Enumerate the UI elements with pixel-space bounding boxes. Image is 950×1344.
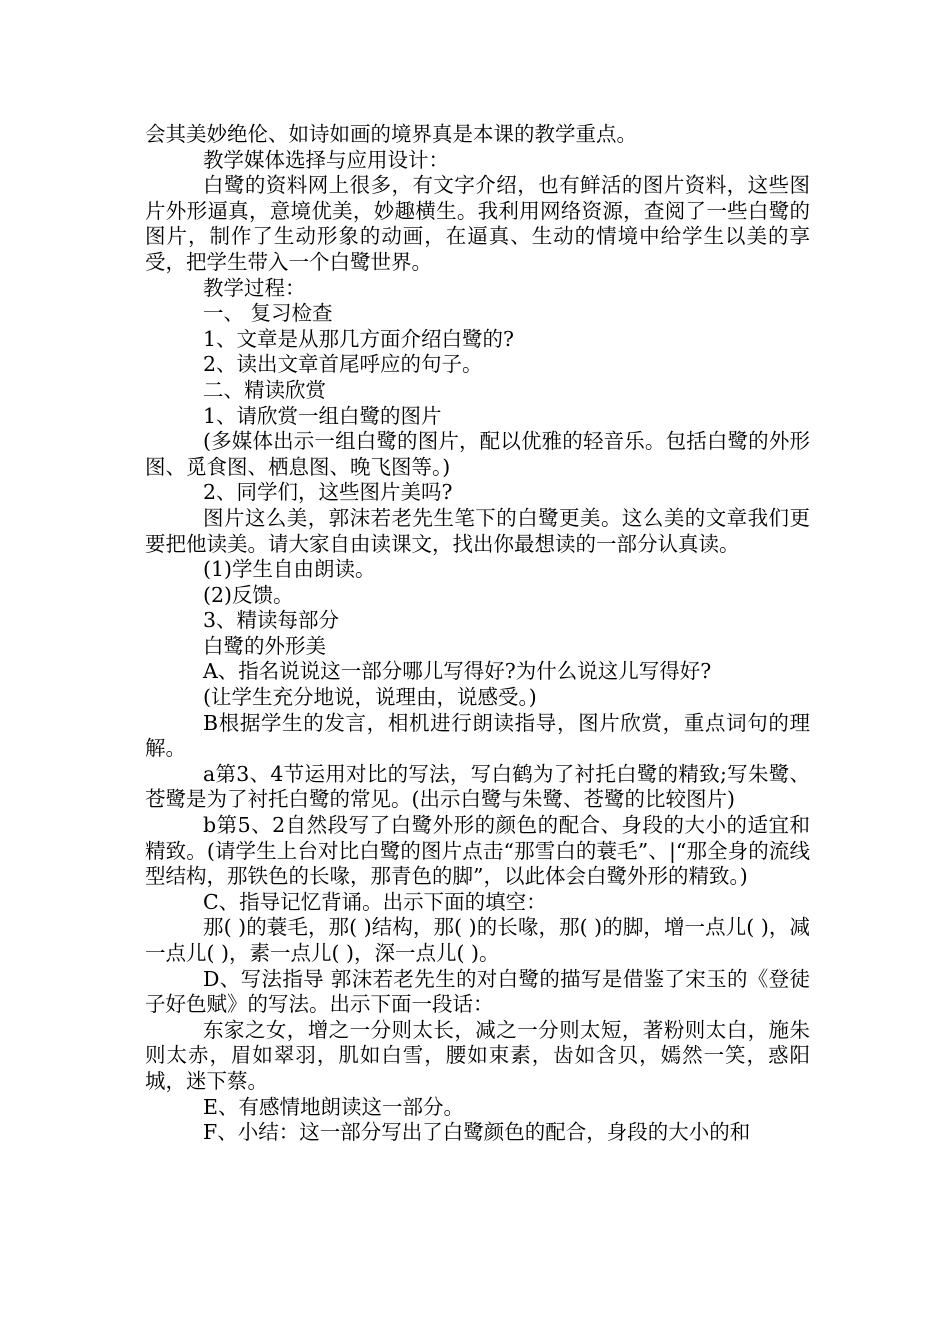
paragraph: 教学过程： [203, 275, 306, 300]
paragraph: 二、精读欣赏 [203, 377, 326, 402]
paragraph: 3、精读每部分 [203, 608, 340, 633]
paragraph: 2、读出文章首尾呼应的句子。 [203, 352, 483, 377]
paragraph: B根据学生的发言，相机进行朗读指导，图片欣赏，重点词句的理解。 [145, 710, 810, 761]
paragraph: 2、同学们，这些图片美吗? [203, 480, 453, 505]
paragraph: 白鹭的外形美 [203, 633, 326, 658]
paragraph: (2)反馈。 [203, 582, 294, 607]
paragraph: 教学媒体选择与应用设计： [203, 147, 449, 172]
paragraph: E、有感情地朗读这一部分。 [203, 1094, 464, 1119]
paragraph: C、指导记忆背诵。出示下面的填空： [203, 889, 547, 914]
paragraph: 会其美妙绝伦、如诗如画的境界真是本课的教学重点。 [145, 122, 637, 146]
paragraph: 1、文章是从那几方面介绍白鹭的? [203, 326, 515, 351]
paragraph: F、小结：这一部分写出了白鹭颜色的配合，身段的大小的和 [203, 1120, 751, 1145]
paragraph: 1、请欣赏一组白鹭的图片 [203, 403, 442, 428]
paragraph: A、指名说说这一部分哪儿写得好?为什么说这儿写得好? [203, 659, 712, 684]
paragraph: b第5、2自然段写了白鹭外形的颜色的配合、身段的大小的适宜和精致。(请学生上台对比白鹭的图片点击“那雪白的蓑毛”、|“那全身的流线型结构，那铁色的长喙，那青色的脚”，以此体会白鹭外形的精致。) [145, 813, 810, 889]
paragraph: 一、 复习检查 [203, 301, 333, 326]
paragraph: (多媒体出示一组白鹭的图片，配以优雅的轻音乐。包括白鹭的外形图、觅食图、栖息图、晚飞图等。) [145, 429, 810, 479]
paragraph: (让学生充分地说，说理由，说感受。) [203, 685, 537, 710]
paragraph: a第3、4节运用对比的写法，写白鹤为了衬托白鹭的精致;写朱鹭、苍鹭是为了衬托白鹭的常见。(出示白鹭与朱鹭、苍鹭的比较图片) [145, 761, 810, 812]
document-page [145, 122, 810, 1146]
paragraph: 白鹭的资料网上很多，有文字介绍，也有鲜活的图片资料，这些图片外形逼真，意境优美，妙趣横生。我利用网络资源，查阅了一些白鹭的图片，制作了生动形象的动画，在逼真、生动的情境中给学生以美的享受，把学生带入一个白鹭世界。 [145, 173, 810, 274]
paragraph: D、写法指导 郭沫若老先生的对白鹭的描写是借鉴了宋玉的《登徒子好色赋》的写法。出示下面一段话： [145, 966, 810, 1017]
fill-in-blank-paragraph: 那( )的蓑毛，那( )结构，那( )的长喙，那( )的脚，增一点儿( )，减一点儿( )，素一点儿( )，深一点儿( )。 [145, 915, 810, 965]
paragraph: 图片这么美，郭沫若老先生笔下的白鹭更美。这么美的文章我们更要把他读美。请大家自由读课文，找出你最想读的一部分认真读。 [145, 505, 810, 556]
paragraph: (1)学生自由朗读。 [203, 557, 376, 582]
quote-paragraph: 东家之女，增之一分则太长，减之一分则太短，著粉则太白，施朱则太赤，眉如翠羽，肌如白雪，腰如束素，齿如含贝，嫣然一笑，惑阳城，迷下蔡。 [145, 1017, 810, 1093]
